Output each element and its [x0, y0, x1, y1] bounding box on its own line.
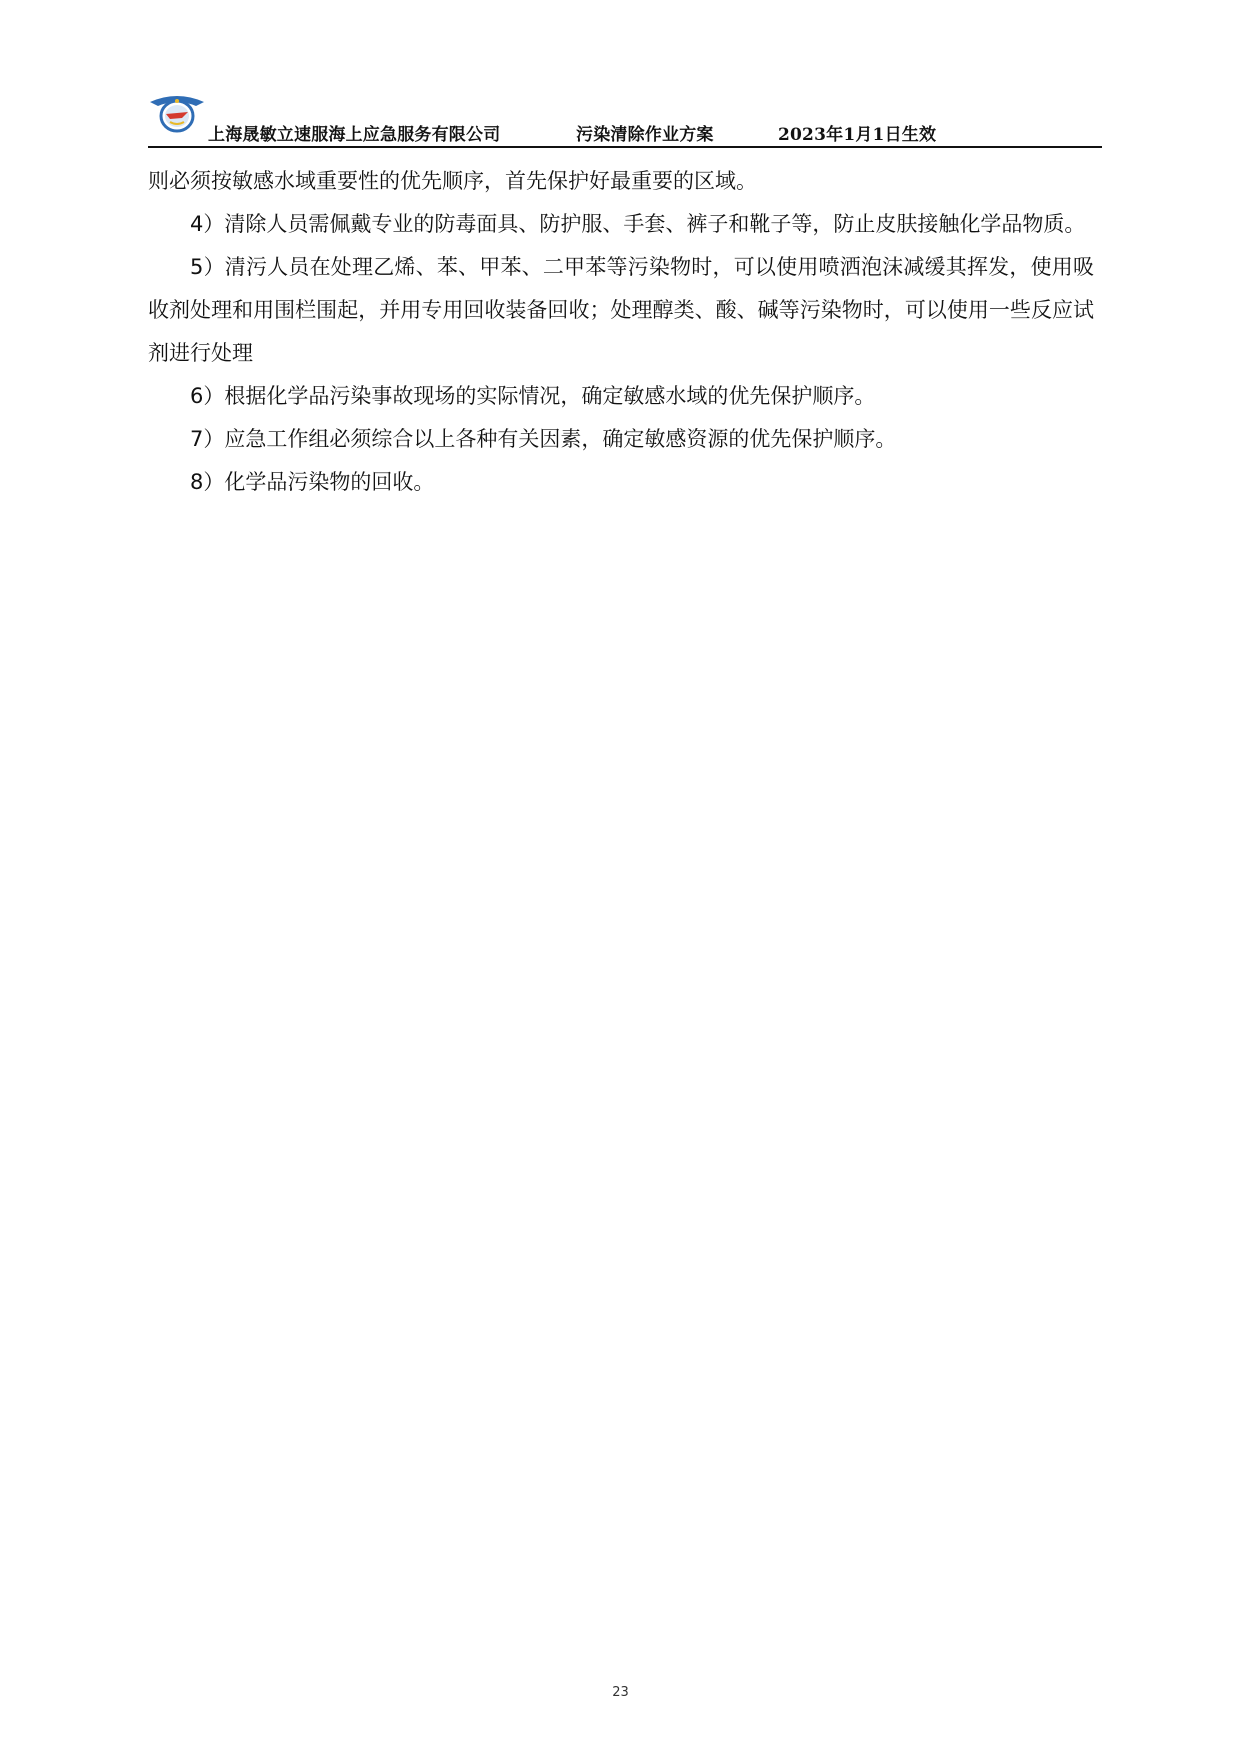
- header-divider: [148, 146, 1102, 148]
- company-logo: [148, 92, 206, 134]
- document-body: [148, 160, 1094, 504]
- paragraph-item-4: 4）清除人员需佩戴专业的防毒面具、防护服、手套、裤子和靴子等，防止皮肤接触化学品物质。: [190, 212, 1086, 236]
- page-header: [148, 92, 1102, 150]
- paragraph-item-8: 8）化学品污染物的回收。: [190, 470, 435, 494]
- header-company-name: 上海晟敏立速服海上应急服务有限公司: [208, 125, 501, 145]
- header-text: [208, 120, 936, 145]
- paragraph-continuation: 则必须按敏感水域重要性的优先顺序，首先保护好最重要的区域。: [148, 169, 757, 193]
- paragraph-item-7: 7）应急工作组必须综合以上各种有关因素，确定敏感资源的优先保护顺序。: [190, 427, 897, 451]
- paragraph-item-6: 6）根据化学品污染事故现场的实际情况，确定敏感水域的优先保护顺序。: [190, 384, 876, 408]
- header-document-title: 污染清除作业方案: [576, 125, 714, 145]
- header-effective-date: 2023年1月1日生效: [778, 125, 937, 145]
- page-number: 23: [612, 1685, 629, 1700]
- paragraph-item-5: 5）清污人员在处理乙烯、苯、甲苯、二甲苯等污染物时，可以使用喷洒泡沫减缓其挥发，使用吸收剂处理和用围栏围起，并用专用回收装备回收；处理醇类、酸、碱等污染物时，可以使用一些反应试剂进行处理: [148, 255, 1094, 365]
